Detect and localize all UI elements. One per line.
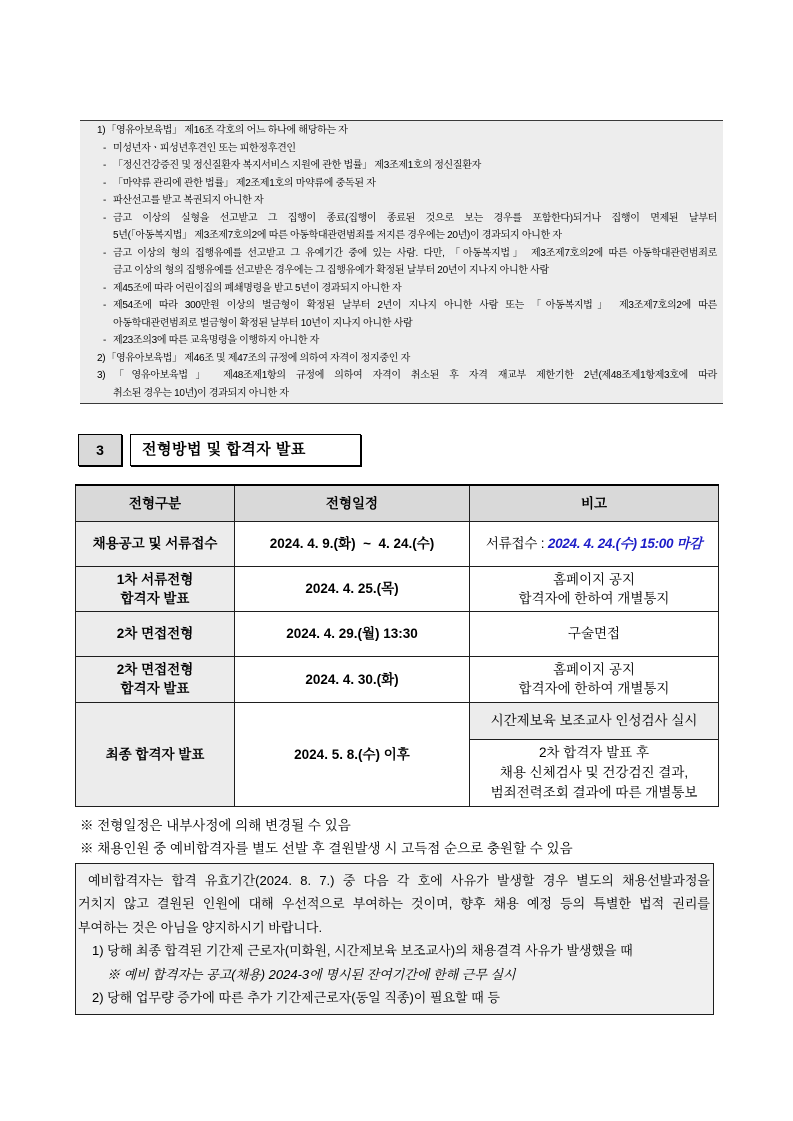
subitem-text-continued: 아동학대관련범죄로 벌금형이 확정된 날부터 10년이 지나지 아니한 사람 bbox=[113, 317, 413, 329]
note-line: 2차 합격자 발표 후 bbox=[538, 744, 650, 760]
subitem-text: 제54조에 따라 300만원 이상의 벌금형이 확정된 날부터 2년이 지나지 아니한 사람 또는 「아동복지법」 제3조제7호의2에 따른 bbox=[113, 300, 717, 311]
subitem-text: 금고 이상의 형의 집행유예를 선고받고 그 유예기간 중에 있는 사람. 다만, 「아동복지법」 제3조제7호의2에 따른 아동학대관련범죄로 bbox=[113, 247, 717, 259]
stage-cell bbox=[76, 656, 235, 702]
disqualification-subitem bbox=[97, 332, 717, 350]
table-row bbox=[76, 656, 719, 702]
table-row bbox=[76, 566, 719, 611]
disqualification-subitem bbox=[97, 157, 717, 175]
bullet-dash: - bbox=[103, 142, 107, 154]
reserve-candidate-box bbox=[75, 863, 714, 1015]
stage-label: 2차 면접전형 bbox=[116, 626, 194, 641]
reserve-case-2: 2) 당해 업무량 증가에 따른 추가 기간제근로자(동일 직종)이 필요할 때 등 bbox=[92, 990, 500, 1005]
disqualification-subitem bbox=[97, 140, 717, 158]
table-row bbox=[76, 702, 719, 739]
note-line: 합격자에 한하여 개별통지 bbox=[518, 590, 670, 606]
table-header-row bbox=[76, 485, 719, 521]
header-note: 비고 bbox=[470, 485, 719, 521]
stage-cell bbox=[76, 702, 235, 806]
table-row bbox=[76, 611, 719, 656]
bullet-dash: - bbox=[103, 300, 107, 311]
bullet-dash: - bbox=[103, 282, 107, 294]
stage-label: 2차 면접전형 bbox=[116, 662, 194, 677]
item-text: 「영유아보육법」 제46조 및 제47조의 규정에 의하여 자격이 정지중인 자 bbox=[106, 352, 410, 364]
stage-label: 합격자 발표 bbox=[120, 590, 190, 606]
subitem-text-continued: 금고 이상의 형의 집행유예를 선고받은 경우에는 그 집행유예가 확정된 날부터 20년이 지나지 아니한 사람 bbox=[113, 265, 549, 276]
stage-cell bbox=[76, 611, 235, 656]
subitem-text: 파산선고를 받고 복권되지 아니한 자 bbox=[113, 195, 264, 206]
aptitude-test-note: 시간제보육 보조교사 인성검사 실시 bbox=[470, 702, 719, 739]
disqualification-subitem bbox=[97, 210, 717, 228]
stage-cell bbox=[76, 566, 235, 611]
date-cell: 2024. 5. 8.(수) 이후 bbox=[235, 702, 470, 806]
subitem-text: 제23조의3에 따른 교육명령을 이행하지 아니한 자 bbox=[113, 335, 320, 346]
reserve-case-note: ※ 예비 합격자는 공고(채용) 2024-3에 명시된 잔여기간에 한해 근무 실시 bbox=[107, 966, 516, 982]
disqualification-subitem bbox=[97, 280, 717, 298]
disqualification-item-2 bbox=[97, 350, 717, 368]
item-text: 「영유아보육법」 제48조제1항의 규정에 의하여 자격이 취소된 후 자격 재교부 제한기한 2년(제48조제1항제3호에 따라 bbox=[106, 370, 717, 381]
disqualification-subitem bbox=[97, 297, 717, 315]
stage-label: 합격자 발표 bbox=[120, 681, 190, 696]
item-marker: 3) bbox=[97, 370, 106, 381]
stage-label: 최종 합격자 발표 bbox=[105, 746, 205, 762]
note-cell bbox=[470, 521, 719, 566]
bullet-dash: - bbox=[103, 160, 107, 171]
item-marker: 2) bbox=[97, 352, 106, 364]
deadline-text: 2024. 4. 24.(수) 15:00 마감 bbox=[547, 536, 703, 551]
subitem-text: 제45조에 따라 어린이집의 폐쇄명령을 받고 5년이 경과되지 아니한 자 bbox=[113, 282, 402, 294]
disqualification-item-1 bbox=[97, 122, 717, 140]
section-header bbox=[78, 434, 793, 466]
reserve-paragraph-line: 예비합격자는 합격 유효기간(2024. 8. 7.) 중 다음 각 호에 사유가 발생할 경우 별도의 채용선발과정을 bbox=[88, 872, 710, 888]
item-marker: 1) bbox=[97, 125, 106, 136]
note-line: 범죄전력조회 결과에 따른 개별통보 bbox=[490, 784, 698, 800]
table-row bbox=[76, 521, 719, 566]
section-title: 전형방법 및 합격자 발표 bbox=[130, 434, 361, 466]
subitem-text: 금고 이상의 실형을 선고받고 그 집행이 종료(집행이 종료된 것으로 보는 경우를 포함한다)되거나 집행이 면제된 날부터 bbox=[113, 212, 717, 224]
stage-label: 1차 서류전형 bbox=[116, 571, 194, 587]
note-line: 구술면접 bbox=[567, 626, 621, 641]
date-cell: 2024. 4. 30.(화) bbox=[235, 656, 470, 702]
bullet-dash: - bbox=[103, 212, 107, 224]
disqualification-subitem bbox=[97, 175, 717, 193]
bullet-dash: - bbox=[103, 335, 107, 346]
disqualification-item-3 bbox=[97, 367, 717, 385]
bullet-dash: - bbox=[103, 195, 107, 206]
note-line: 홈페이지 공지 bbox=[553, 571, 635, 587]
subitem-text-continued: 5년(「아동복지법」 제3조제7호의2에 따른 아동학대관련범죄를 저지른 경우에는 20년)이 경과되지 아니한 자 bbox=[113, 230, 562, 241]
date-cell: 2024. 4. 25.(목) bbox=[235, 566, 470, 611]
disqualification-box bbox=[80, 120, 723, 404]
note-cell bbox=[470, 566, 719, 611]
header-stage: 전형구분 bbox=[76, 485, 235, 521]
note-cell bbox=[470, 739, 719, 806]
item-text: 「영유아보육법」 제16조 각호의 어느 하나에 해당하는 자 bbox=[106, 125, 348, 136]
note-line: 채용 신체검사 및 건강검진 결과, bbox=[499, 764, 689, 780]
stage-label: 채용공고 및 서류접수 bbox=[92, 536, 218, 551]
date-cell: 2024. 4. 9.(화) ~ 4. 24.(수) bbox=[235, 521, 470, 566]
section-number: 3 bbox=[78, 434, 122, 466]
schedule-table bbox=[75, 484, 719, 807]
note-cell bbox=[470, 611, 719, 656]
note-line: 홈페이지 공지 bbox=[553, 662, 635, 677]
stage-cell bbox=[76, 521, 235, 566]
bullet-dash: - bbox=[103, 247, 107, 259]
reserve-paragraph-line: 거치지 않고 결원된 인원에 대해 우선적으로 부여하는 것이며, 향후 채용 예정 등의 특별한 법적 권리를 bbox=[78, 896, 710, 911]
disqualification-subitem bbox=[97, 245, 717, 263]
header-date: 전형일정 bbox=[235, 485, 470, 521]
bullet-dash: - bbox=[103, 177, 107, 189]
schedule-notes bbox=[80, 814, 793, 860]
note-prefix: 서류접수 : bbox=[485, 536, 548, 551]
note-line: 합격자에 한하여 개별통지 bbox=[518, 681, 670, 696]
reserve-case-1: 1) 당해 최종 합격된 기간제 근로자(미화원, 시간제보육 보조교사)의 채용결격 사유가 발생했을 때 bbox=[92, 943, 633, 958]
reserve-candidate-note: ※ 채용인원 중 예비합격자를 별도 선발 후 결원발생 시 고득점 순으로 충원할 수 있음 bbox=[80, 840, 573, 856]
disqualification-subitem bbox=[97, 192, 717, 210]
subitem-text: 「마약류 관리에 관한 법률」 제2조제1호의 마약류에 중독된 자 bbox=[113, 177, 376, 189]
subitem-text: 「정신건강증진 및 정신질환자 복지서비스 지원에 관한 법률」 제3조제1호의 정신질환자 bbox=[113, 160, 481, 171]
schedule-change-note: ※ 전형일정은 내부사정에 의해 변경될 수 있음 bbox=[80, 817, 351, 833]
date-cell: 2024. 4. 29.(월) 13:30 bbox=[235, 611, 470, 656]
subitem-text: 미성년자ㆍ피성년후견인 또는 피한정후견인 bbox=[113, 142, 296, 154]
note-cell bbox=[470, 656, 719, 702]
item-text-continued: 취소된 경우는 10년)이 경과되지 아니한 자 bbox=[113, 387, 289, 399]
reserve-paragraph-line: 부여하는 것은 아님을 양지하시기 바랍니다. bbox=[78, 919, 323, 935]
